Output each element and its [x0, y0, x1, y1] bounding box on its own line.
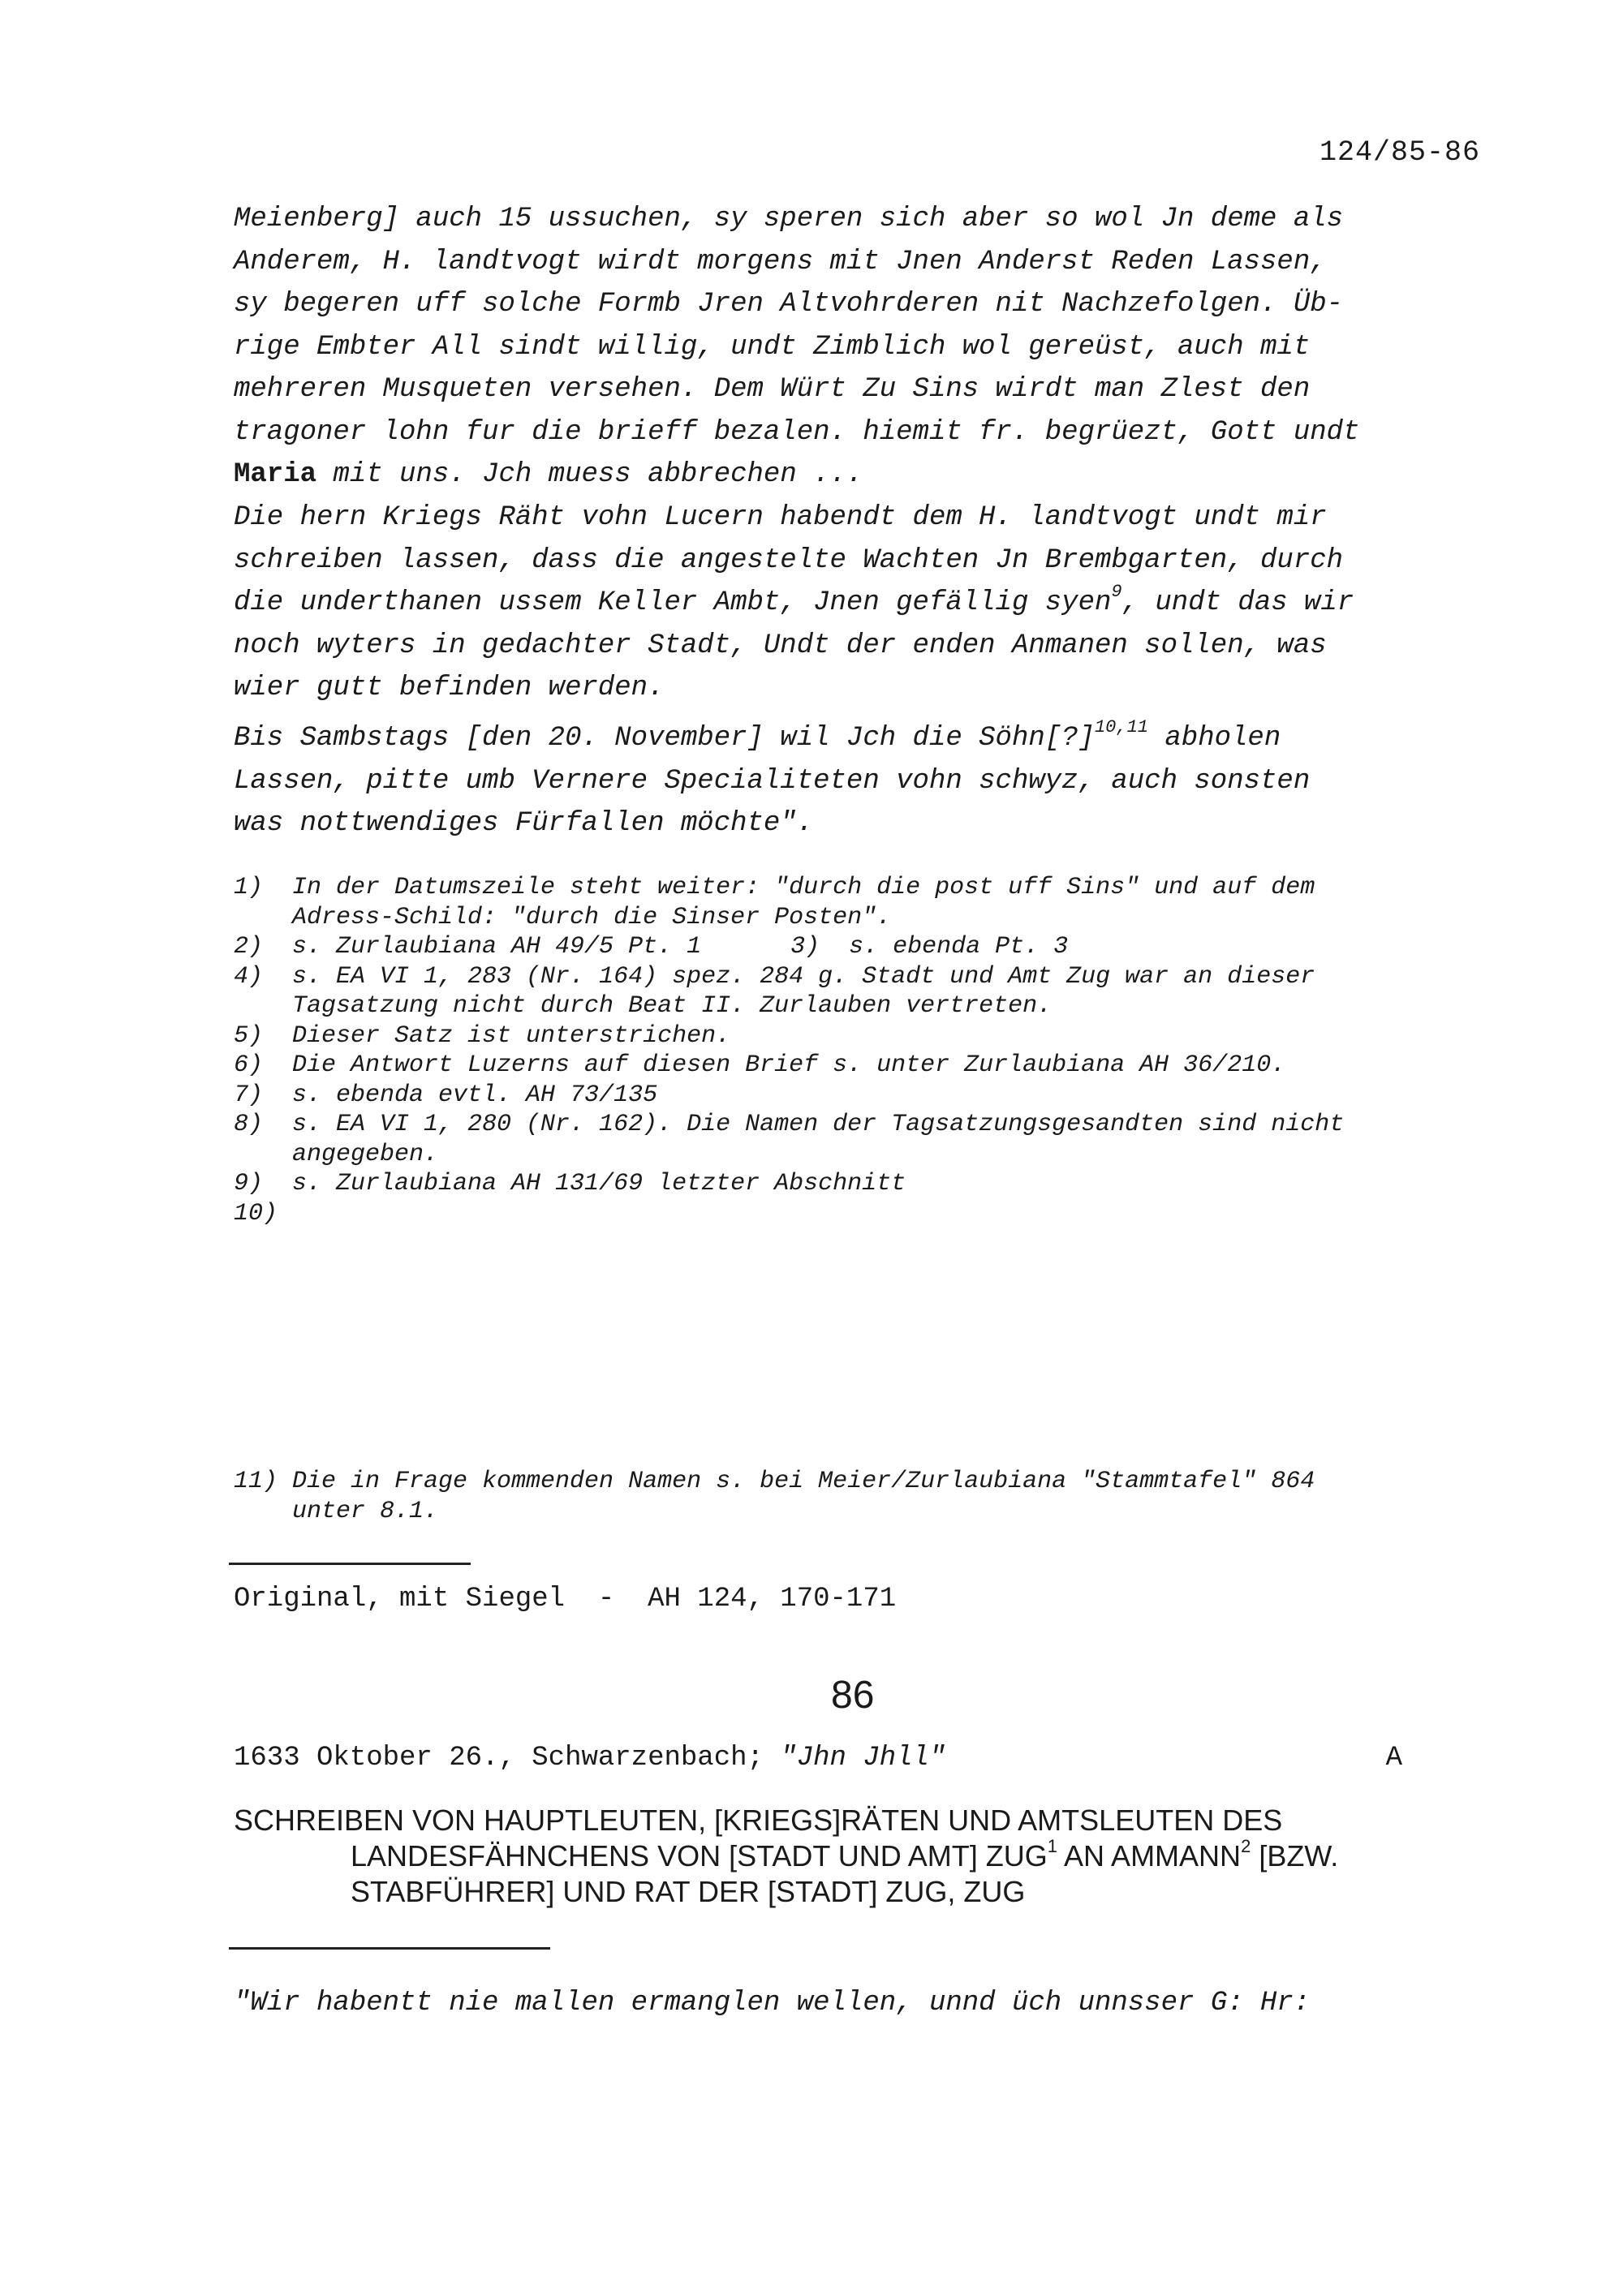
footnote-number: 3): [790, 933, 820, 961]
footnote-text: s. EA VI 1, 280 (Nr. 162). Die Namen der Tagsatzungsgesandten sind nicht: [292, 1111, 1345, 1138]
heading-span: LANDESFÄHNCHENS VON [STADT UND AMT] ZUG: [351, 1839, 1048, 1872]
letter-paragraph-1: [234, 198, 1500, 497]
footnote: [234, 1199, 1565, 1229]
page-reference: 124/85-86: [1319, 136, 1480, 169]
footnote-number: [234, 1140, 292, 1170]
footnote: [234, 1110, 1565, 1140]
document-number: 86: [831, 1674, 875, 1717]
date-quote: "Jhn Jhll": [780, 1743, 946, 1774]
footnote-number: [234, 991, 292, 1021]
text-span: , undt das wir: [1121, 587, 1354, 618]
text-line: [234, 582, 1500, 625]
text-line: wier gutt befinden werden.: [234, 673, 665, 703]
text-line: Anderem, H. landtvogt wirdt morgens mit Jnen Anderst Reden Lassen,: [234, 246, 1327, 277]
footnote-number: 9): [234, 1170, 264, 1197]
footnote: [234, 962, 1565, 992]
footnote-number: 6): [234, 1051, 264, 1079]
footnote-number: [234, 903, 292, 933]
letter-paragraph-2: [234, 497, 1500, 710]
footnote-text: Dieser Satz ist unterstrichen.: [292, 1021, 731, 1050]
footnote-number: 4): [234, 962, 264, 991]
heading-span: AN AMMANN: [1057, 1839, 1242, 1872]
document-type-letter: A: [1385, 1743, 1402, 1774]
date-line: [234, 1743, 1402, 1774]
text-span: die underthanen ussem Keller Ambt, Jnen gefällig syen: [234, 587, 1112, 618]
text-line: Meienberg] auch 15 ussuchen, sy speren sich aber so wol Jn deme als: [234, 204, 1344, 234]
text-line: tragoner lohn fur die brieff bezalen. hiemit fr. begrüezt, Gott undt: [234, 416, 1360, 448]
footnote-text: Die Antwort Luzerns auf diesen Brief s. unter Zurlaubiana AH 36/210.: [292, 1051, 1286, 1079]
source-note: Original, mit Siegel - AH 124, 170-171: [234, 1584, 897, 1615]
footnote-text: [292, 932, 1068, 962]
text-line: [234, 717, 1500, 760]
footnote: [234, 873, 1565, 903]
text-span: Bis Sambstags [den 20. November] wil Jch die Söhn[?]: [234, 723, 1095, 754]
footnotes-list: [234, 873, 1565, 1228]
heading-span: [BZW.: [1251, 1839, 1339, 1872]
footnote-number: [234, 1497, 292, 1527]
footnote-number: 8): [234, 1111, 264, 1138]
text-line: was nottwendiges Fürfallen möchte".: [234, 808, 814, 839]
footnote-number: 5): [234, 1021, 264, 1050]
text-line: mehreren Musqueten versehen. Dem Würt Zu Sins wirdt man Zlest den: [234, 374, 1311, 405]
date-place: 1633 Oktober 26., Schwarzenbach;: [234, 1743, 781, 1774]
footnote-text: s. Zurlaubiana AH 131/69 letzter Abschnitt: [292, 1170, 906, 1197]
footnote-number: 7): [234, 1081, 264, 1109]
footnote-text: s. EA VI 1, 283 (Nr. 164) spez. 284 g. Stadt und Amt Zug war an dieser: [292, 962, 1315, 991]
text-line: sy begeren uff solche Formb Jren Altvohrderen nit Nachzefolgen. Üb-: [234, 289, 1344, 320]
footnote-text: unter 8.1.: [292, 1497, 439, 1525]
bold-name: Maria: [234, 459, 317, 490]
footnote-ref: 2: [1241, 1836, 1251, 1856]
footnote-text: angegeben.: [292, 1140, 439, 1168]
text-line: [234, 454, 1500, 497]
footnote: [234, 1497, 1565, 1527]
footnote: [234, 1169, 1565, 1199]
footnote-ref: 1: [1047, 1836, 1058, 1856]
separator-rule: [229, 1947, 550, 1950]
text-line: Die hern Kriegs Räht vohn Lucern habendt dem H. landtvogt undt mir: [234, 502, 1327, 533]
footnote-text: s. ebenda evtl. AH 73/135: [292, 1081, 658, 1109]
footnote-ref: 10,11: [1094, 716, 1148, 737]
footnote-text: Die in Frage kommenden Namen s. bei Meier/Zurlaubiana "Stammtafel" 864: [292, 1468, 1315, 1495]
text-line: Lassen, pitte umb Vernere Specialiteten vohn schwyz, auch sonsten: [234, 765, 1311, 797]
footnote-number: 10): [234, 1199, 278, 1228]
letter-quote-start: "Wir habentt nie mallen ermanglen wellen, unnd üch unnsser G: Hr:: [234, 1988, 1311, 2019]
footnote-ref: 9: [1111, 581, 1122, 602]
footnote-text-part: s. ebenda Pt. 3: [849, 933, 1069, 961]
footnote-text: Adress-Schild: "durch die Sinser Posten".: [292, 903, 892, 931]
footnote-text: Tagsatzung nicht durch Beat II. Zurlauben vertreten.: [292, 992, 1053, 1020]
heading-line: SCHREIBEN VON HAUPTLEUTEN, [KRIEGS]RÄTEN UND AMTSLEUTEN DES: [234, 1804, 1283, 1837]
footnote: [234, 1140, 1565, 1170]
footnote-text-part: s. Zurlaubiana AH 49/5 Pt. 1: [292, 933, 702, 961]
text-span: mit uns. Jch muess abbrechen ...: [316, 459, 863, 490]
footnote: [234, 1081, 1565, 1111]
text-line: schreiben lassen, dass die angestelte Wachten Jn Brembgarten, durch: [234, 544, 1344, 576]
footnotes-list-continued: [234, 1467, 1565, 1526]
footnote: [234, 903, 1565, 933]
text-line: rige Embter All sindt willig, undt Zimblich wol gereüst, auch mit: [234, 331, 1311, 363]
footnote: [234, 1021, 1565, 1051]
heading-line: STABFÜHRER] UND RAT DER [STADT] ZUG, ZUG: [351, 1875, 1026, 1908]
text-line: noch wyters in gedachter Stadt, Undt der enden Anmanen sollen, was: [234, 630, 1327, 661]
footnote-number: 1): [234, 874, 264, 901]
footnote-text: In der Datumszeile steht weiter: "durch die post uff Sins" und auf dem: [292, 874, 1315, 901]
heading-line: [234, 1838, 1532, 1874]
separator-rule: [229, 1563, 471, 1565]
footnote-number: 11): [234, 1468, 278, 1495]
footnote: [234, 1467, 1565, 1497]
text-span: abholen: [1148, 723, 1281, 754]
letter-paragraph-3: [234, 717, 1500, 845]
footnote-number: 2): [234, 933, 264, 961]
footnote: [234, 1051, 1565, 1081]
document-heading: [234, 1803, 1532, 1910]
footnote: [234, 932, 1565, 962]
footnote: [234, 991, 1565, 1021]
